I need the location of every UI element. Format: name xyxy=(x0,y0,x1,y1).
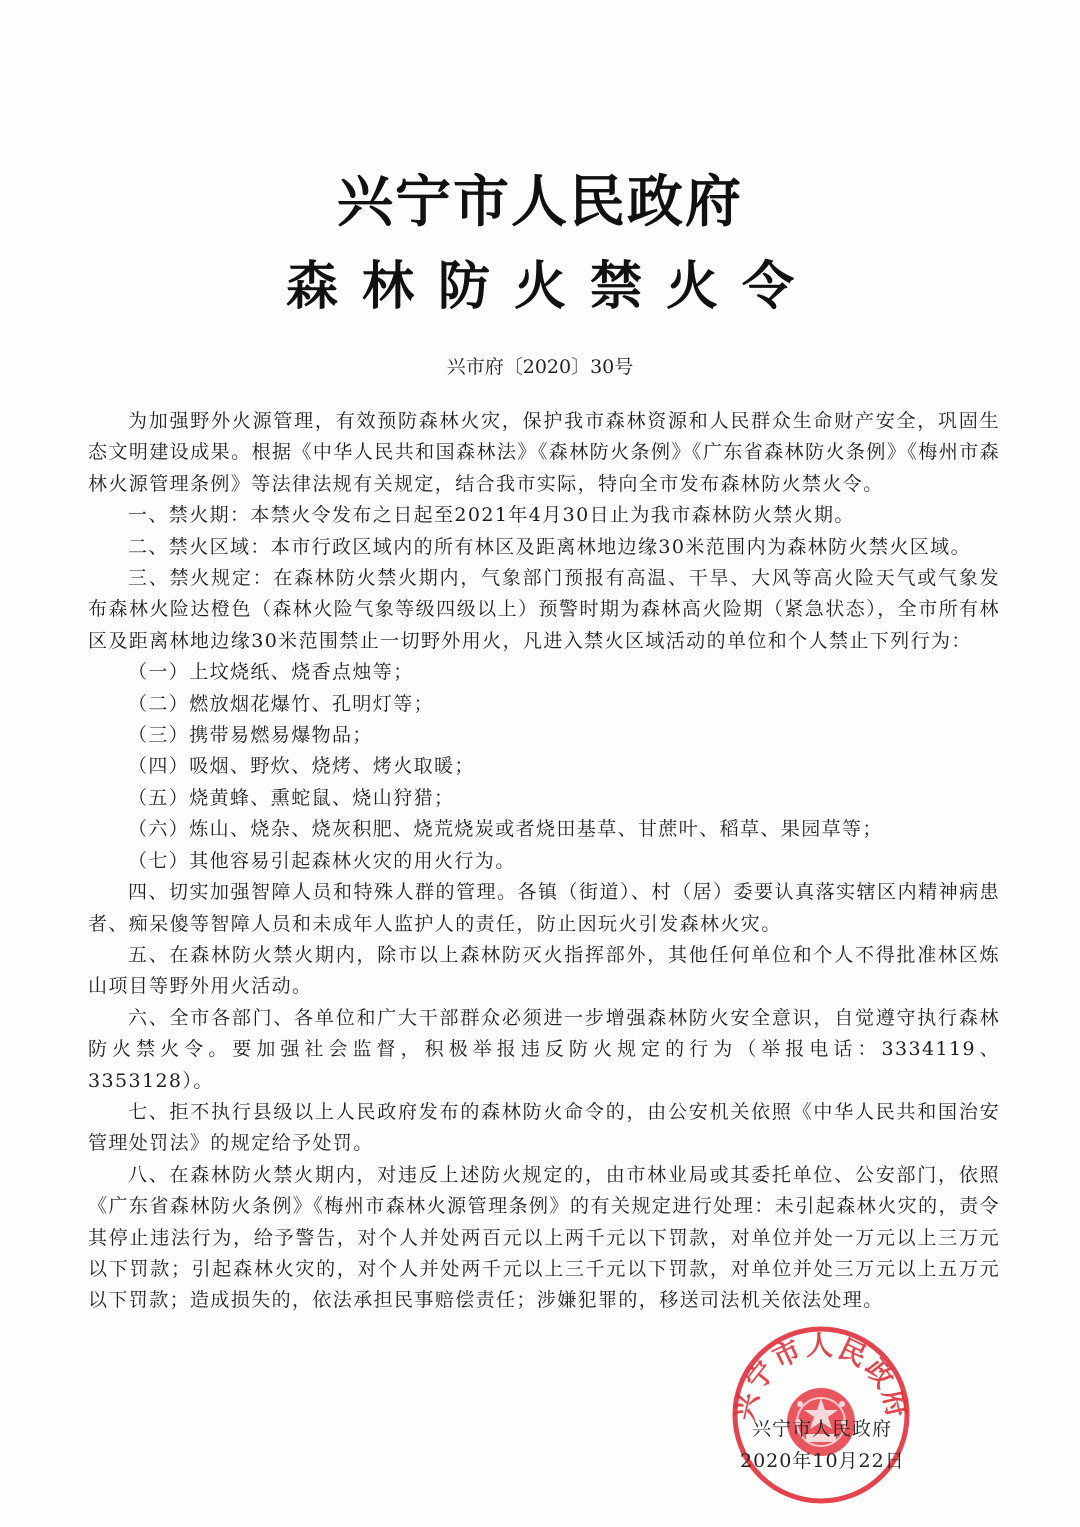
paragraph-item-3: 三、禁火规定：在森林防火禁火期内，气象部门预报有高温、干旱、大风等高火险天气或气象发布森林火险达橙色（森林火险气象等级四级以上）预警时期为森林高火险期（紧急状态），全市所有林区及距离林地边缘30米范围禁止一切野外用火，凡进入禁火区域活动的单位和个人禁止下列行为： xyxy=(88,567,1000,652)
document-body xyxy=(88,406,1000,1317)
paragraph-intro: 为加强野外火源管理，有效预防森林火灾，保护我市森林资源和人民群众生命财产安全，巩固生态文明建设成果。根据《中华人民共和国森林法》《森林防火条例》《广东省森林防火条例》《梅州市森林火源管理条例》等法律法规有关规定，结合我市实际，特向全市发布森林防火禁火令。 xyxy=(88,410,1000,495)
paragraph-item-8: 八、在森林防火禁火期内，对违反上述防火规定的，由市林业局或其委托单位、公安部门，依照《广东省森林防火条例》《梅州市森林火源管理条例》的有关规定进行处理：未引起森林火灾的，责令其停止违法行为，给予警告，对个人并处两百元以上两千元以下罚款，对单位并处一万元以上三万元以下罚款；引起森林火灾的，对个人并处两千元以上三千元以下罚款，对单位并处三万元以上五万元以下罚款；造成损失的，依法承担民事赔偿责任；涉嫌犯罪的，移送司法机关依法处理。 xyxy=(88,1163,1000,1312)
issue-date: 2020年10月22日 xyxy=(740,1450,905,1472)
paragraph-item-4: 四、切实加强智障人员和特殊人群的管理。各镇（街道）、村（居）委要认真落实辖区内精神病患者、痴呆傻等智障人员和未成年人监护人的责任，防止因玩火引发森林火灾。 xyxy=(88,881,1000,935)
document-title: 兴宁市人民政府 xyxy=(337,170,743,235)
paragraph-subitem-6: （六）炼山、烧杂、烧灰积肥、烧荒烧炭或者烧田基草、甘蔗叶、稻草、果园草等； xyxy=(128,818,883,841)
paragraph-item-1: 一、禁火期：本禁火令发布之日起至2021年4月30日止为我市森林防火禁火期。 xyxy=(128,504,855,527)
document-number: 兴市府〔2020〕30号 xyxy=(446,356,634,378)
paragraph-subitem-4: （四）吸烟、野炊、烧烤、烤火取暖； xyxy=(128,755,475,778)
paragraph-subitem-1: （一）上坟烧纸、烧香点烛等； xyxy=(128,661,414,684)
paragraph-item-2: 二、禁火区域：本市行政区域内的所有林区及距离林地边缘30米范围内为森林防火禁火区域。 xyxy=(128,535,971,558)
paragraph-item-7: 七、拒不执行县级以上人民政府发布的森林防火命令的，由公安机关依照《中华人民共和国治安管理处罚法》的规定给予处罚。 xyxy=(88,1100,1000,1155)
paragraph-subitem-5: （五）烧黄蜂、熏蛇鼠、烧山狩猎； xyxy=(128,786,455,809)
document-subtitle: 森林防火禁火令 xyxy=(285,257,818,317)
paragraph-item-5: 五、在森林防火禁火期内，除市以上森林防灭火指挥部外，其他任何单位和个人不得批准林区炼山项目等野外用火活动。 xyxy=(88,943,1000,998)
paragraph-subitem-2: （二）燃放烟花爆竹、孔明灯等； xyxy=(128,692,435,715)
issuer-name: 兴宁市人民政府 xyxy=(752,1418,893,1440)
svg-text:兴宁市人民政府: 兴宁市人民政府 xyxy=(728,1330,914,1424)
paragraph-item-6: 六、全市各部门、各单位和广大干部群众必须进一步增强森林防火安全意识，自觉遵守执行森林防火禁火令。要加强社会监督，积极举报违反防火规定的行为（举报电话：3334119、3353128）。 xyxy=(88,1006,1000,1092)
paragraph-subitem-7: （七）其他容易引起森林火灾的用火行为。 xyxy=(128,849,516,872)
paragraph-subitem-3: （三）携带易燃易爆物品； xyxy=(128,724,373,747)
